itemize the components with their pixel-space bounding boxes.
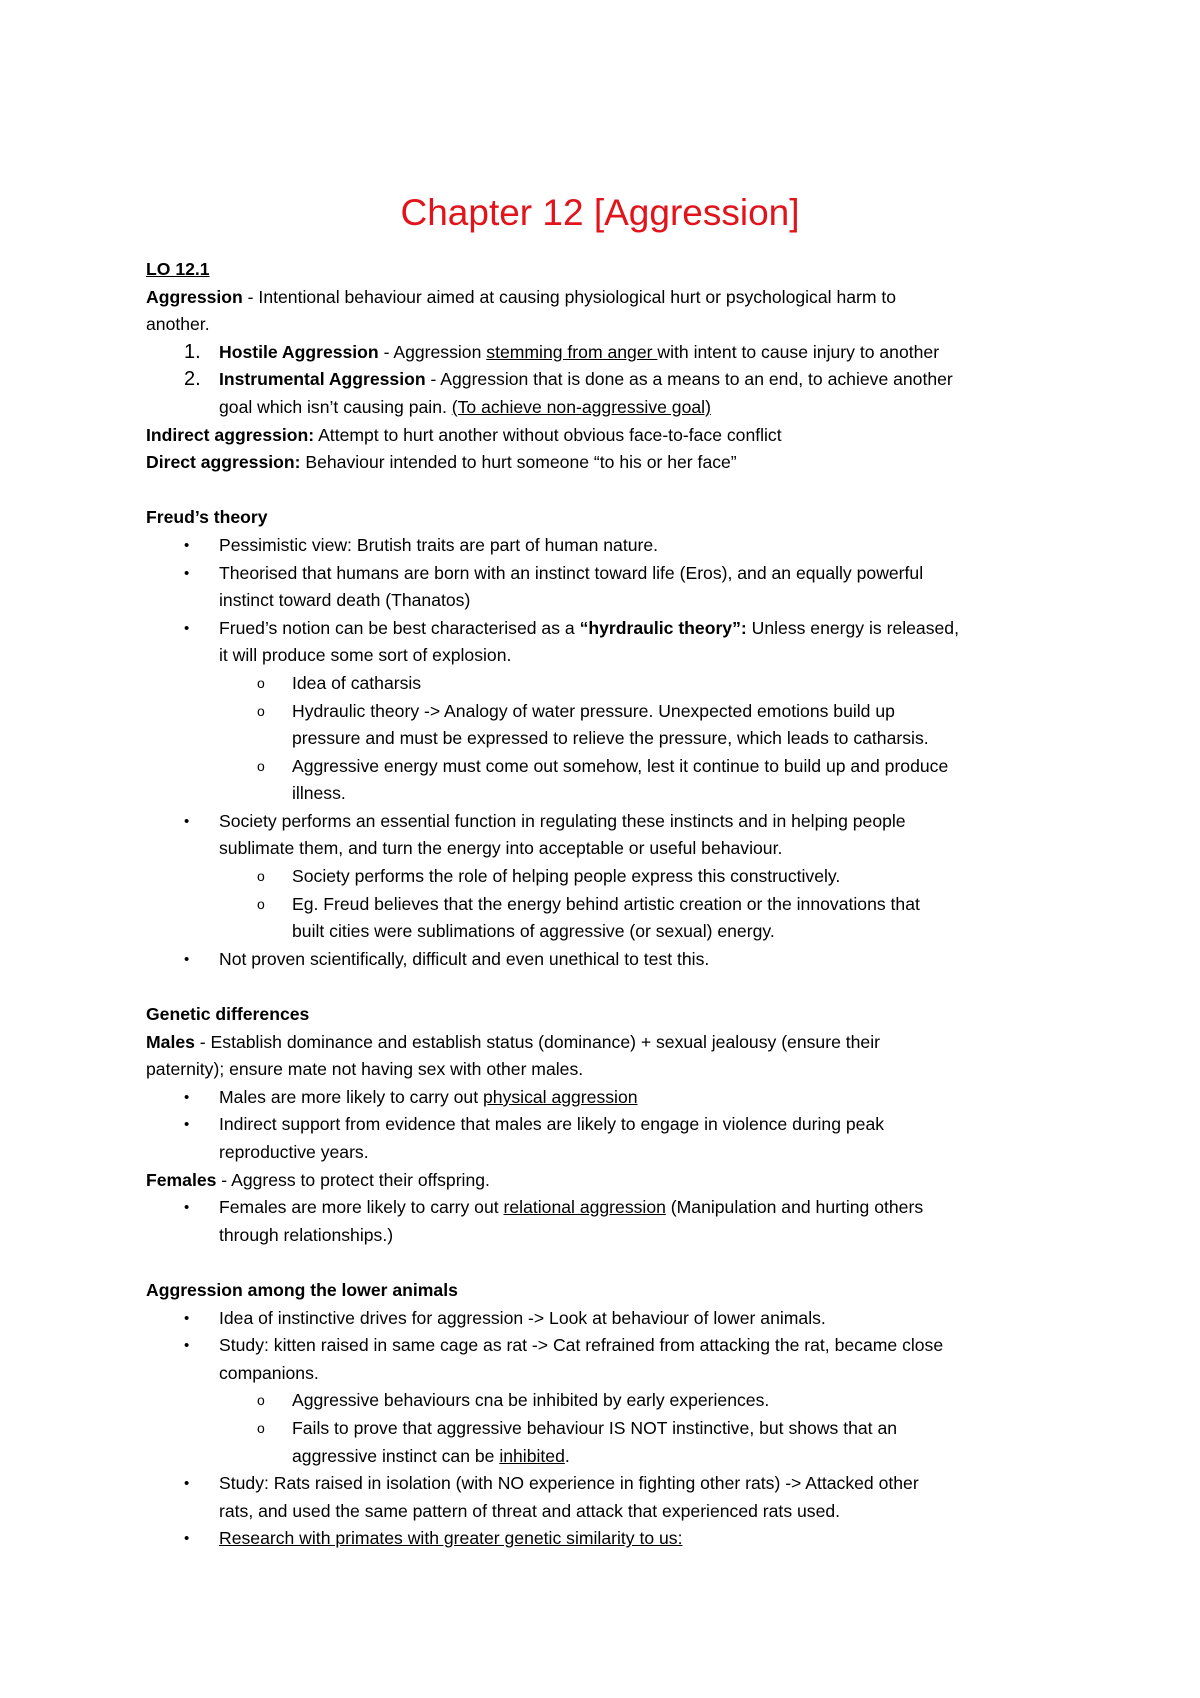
bullet-item-cont: rats, and used the same pattern of threat and attack that experienced rats used. [219,1500,841,1521]
sub-bullet-icon: o [257,1419,265,1436]
list-number: 2. [184,368,201,391]
lo-heading: LO 12.1 [146,259,210,279]
bullet-icon: • [184,812,190,830]
bullet-item-cont: reproductive years. [219,1142,369,1162]
bullet-icon: • [184,1088,190,1106]
list-item-hostile: 1. Hostile Aggression - Aggression stemming from anger with intent to cause injury to another [146,339,1066,367]
sub-bullet-item: o Idea of catharsis [146,670,1066,698]
list-item-instrumental-cont: goal which isn’t causing pain. (To achieve non-aggressive goal) [219,396,711,417]
bullet-icon: • [184,1199,190,1217]
sub-bullet-item-cont: aggressive instinct can be inhibited. [292,1445,570,1466]
sub-bullet-icon: o [257,674,265,691]
bullet-icon: • [184,564,190,582]
genetic-heading: Genetic differences [146,1004,310,1025]
bullet-item: • Theorised that humans are born with an instinct toward life (Eros), and an equally powerful [146,560,1066,588]
bullet-icon: • [184,1116,190,1134]
bullet-icon: • [184,619,190,637]
bullet-icon: • [184,1337,190,1355]
sub-bullet-item: o Fails to prove that aggressive behaviour IS NOT instinctive, but shows that an [146,1415,1066,1443]
sub-bullet-item-cont: built cities were sublimations of aggressive (or sexual) energy. [292,921,775,942]
bullet-icon: • [184,1530,190,1548]
males-definition-cont: paternity); ensure mate not having sex with other males. [146,1059,584,1080]
document-body [146,256,1066,1553]
bullet-icon: • [184,1309,190,1327]
aggression-definition: Aggression - Intentional behaviour aimed at causing physiological hurt or psychological harm to [146,286,897,307]
sub-bullet-item: o Aggressive behaviours cna be inhibited by early experiences. [146,1387,1066,1415]
animals-heading: Aggression among the lower animals [146,1279,458,1300]
sub-bullet-item-cont: pressure and must be expressed to relieve the pressure, which leads to catharsis. [292,728,929,749]
bullet-item-cont: sublimate them, and turn the energy into acceptable or useful behaviour. [219,838,783,859]
females-definition: Females - Aggress to protect their offspring. [146,1169,490,1190]
bullet-item-cont: through relationships.) [219,1224,394,1245]
freud-heading: Freud’s theory [146,507,268,528]
bullet-item: • Frued’s notion can be best characterised as a “hyrdraulic theory”: Unless energy is released, [146,615,1066,643]
bullet-item: • Study: Rats raised in isolation (with NO experience in fighting other rats) -> Attacked other [146,1470,1066,1498]
bullet-item-cont: it will produce some sort of explosion. [219,645,512,666]
bullet-icon: • [184,950,190,968]
males-definition: Males - Establish dominance and establish status (dominance) + sexual jealousy (ensure their [146,1031,880,1052]
sub-bullet-item: o Hydraulic theory -> Analogy of water pressure. Unexpected emotions build up [146,698,1066,726]
bullet-item: • Pessimistic view: Brutish traits are part of human nature. [146,532,1066,560]
bullet-item: • Society performs an essential function in regulating these instincts and in helping people [146,808,1066,836]
bullet-item-cont: instinct toward death (Thanatos) [219,590,471,611]
sub-bullet-item: o Eg. Freud believes that the energy behind artistic creation or the innovations that [146,891,1066,919]
bullet-icon: • [184,1475,190,1493]
sub-bullet-icon: o [257,895,265,912]
sub-bullet-item-cont: illness. [292,783,346,804]
sub-bullet-icon: o [257,702,265,719]
indirect-aggression: Indirect aggression: Attempt to hurt another without obvious face-to-face conflict [146,424,782,445]
page-title: Chapter 12 [Aggression] [400,192,800,233]
sub-bullet-icon: o [257,1392,265,1409]
sub-bullet-item: o Aggressive energy must come out somehow, lest it continue to build up and produce [146,753,1066,781]
list-number: 1. [184,340,201,363]
list-item-instrumental: 2. Instrumental Aggression - Aggression that is done as a means to an end, to achieve another [146,366,1066,394]
sub-bullet-icon: o [257,868,265,885]
bullet-item: • Indirect support from evidence that males are likely to engage in violence during peak [146,1111,1066,1139]
bullet-item: • Females are more likely to carry out relational aggression (Manipulation and hurting others [146,1194,1066,1222]
bullet-item: • Males are more likely to carry out physical aggression [146,1084,1066,1112]
bullet-item-cont: companions. [219,1362,319,1383]
bullet-item: • Idea of instinctive drives for aggression -> Look at behaviour of lower animals. [146,1305,1066,1333]
bullet-icon: • [184,536,190,554]
bullet-item: • Study: kitten raised in same cage as rat -> Cat refrained from attacking the rat, became close [146,1332,1066,1360]
sub-bullet-icon: o [257,757,265,774]
bullet-item: • Research with primates with greater genetic similarity to us: [146,1525,1066,1553]
sub-bullet-item: o Society performs the role of helping people express this constructively. [146,863,1066,891]
direct-aggression: Direct aggression: Behaviour intended to hurt someone “to his or her face” [146,452,737,473]
bullet-item: • Not proven scientifically, difficult and even unethical to test this. [146,946,1066,974]
aggression-definition-cont: another. [146,314,210,335]
